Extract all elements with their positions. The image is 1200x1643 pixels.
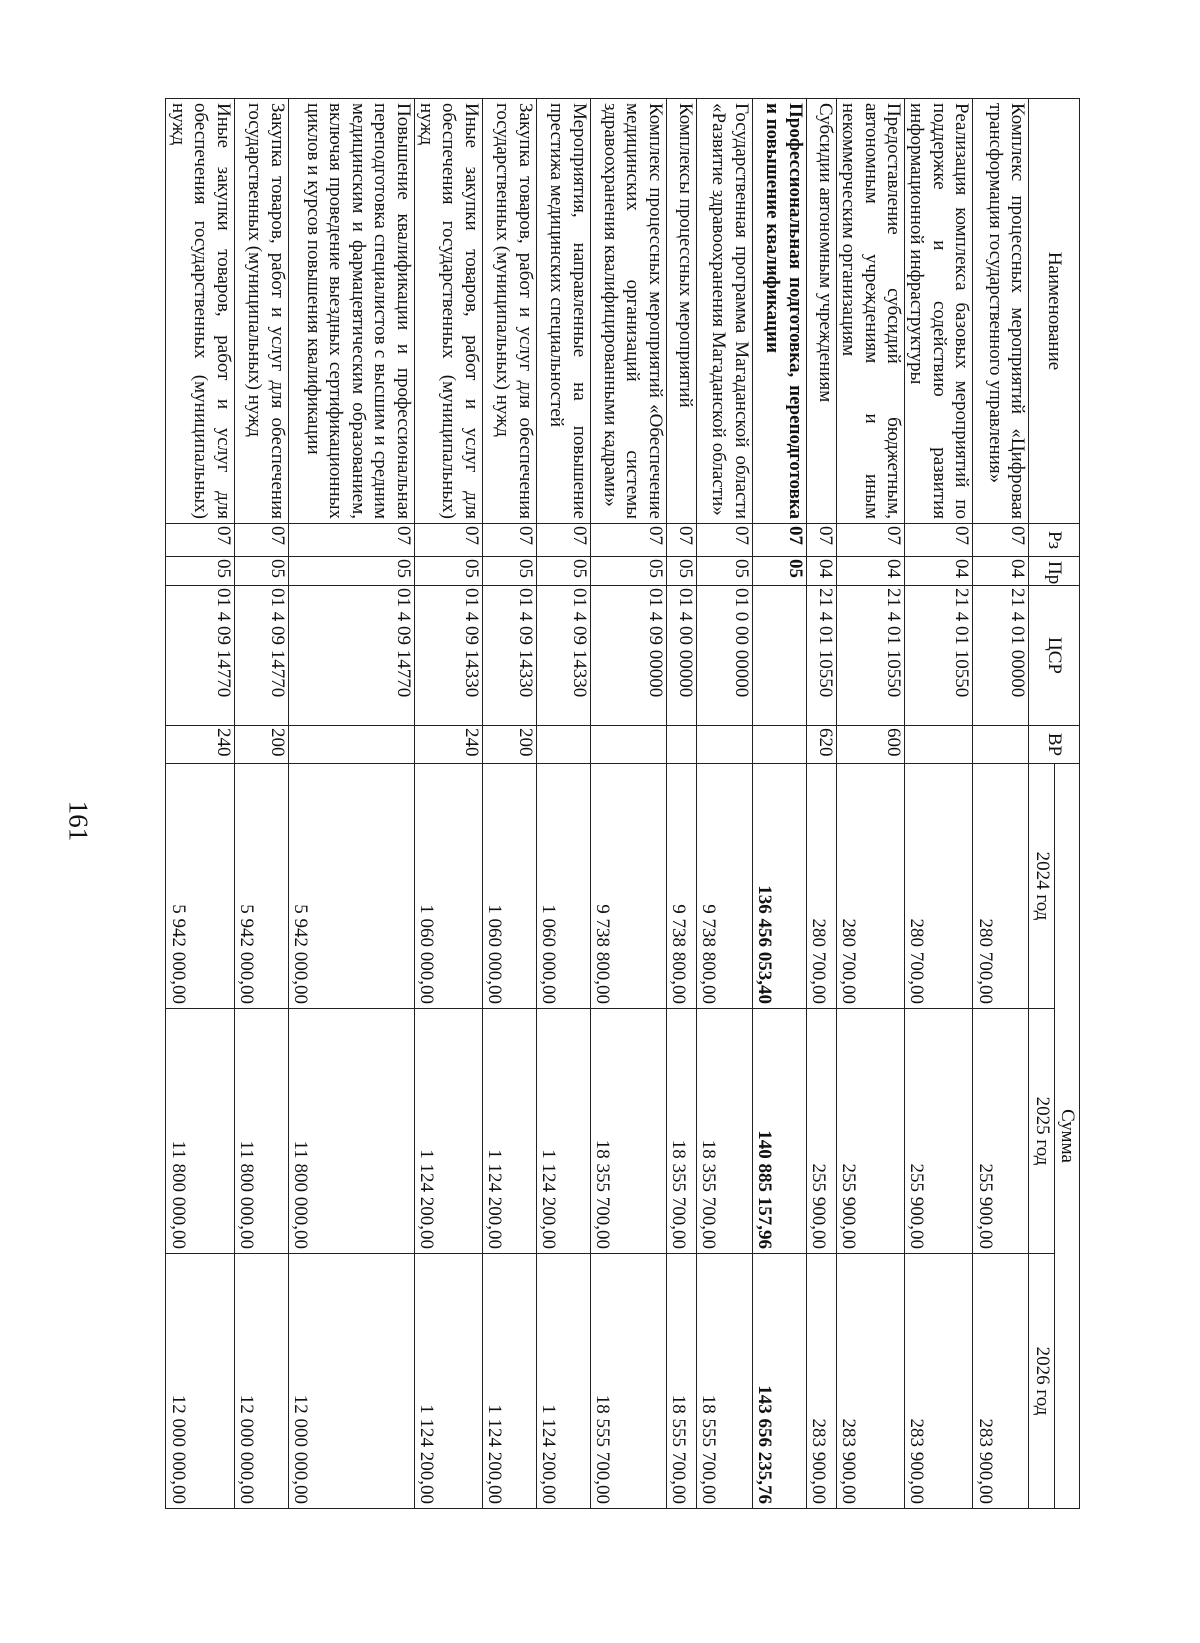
row-vr bbox=[536, 726, 590, 764]
header-2025: 2025 год bbox=[1029, 1009, 1054, 1254]
row-name: Реализация комплекса базовых мероприятий по поддержке и содействию развития информационной инфраструктуры bbox=[904, 99, 972, 524]
row-pr: 05 bbox=[234, 557, 288, 586]
row-name: Повышение квалификации и профессиональная переподготовка специалистов с высшим и средним медицинским и фармацевтическим образованием, включая проведение выездных сертификационных циклов и курсов повышения квалификации bbox=[288, 99, 414, 524]
row-csr: 01 4 09 14770 bbox=[288, 586, 414, 726]
row-rz: 07 bbox=[482, 524, 536, 557]
row-pr: 04 bbox=[904, 557, 972, 586]
header-2026: 2026 год bbox=[1029, 1254, 1054, 1509]
row-csr: 01 4 09 14330 bbox=[482, 586, 536, 726]
row-vr bbox=[666, 726, 696, 764]
row-pr: 05 bbox=[696, 557, 752, 586]
table-row bbox=[288, 99, 414, 1509]
row-vr bbox=[973, 726, 1029, 764]
row-pr: 05 bbox=[414, 557, 482, 586]
table-row bbox=[536, 99, 590, 1509]
row-2024: 9 738 800,00 bbox=[590, 764, 666, 1009]
row-vr bbox=[696, 726, 752, 764]
row-csr: 01 4 09 00000 bbox=[590, 586, 666, 726]
row-csr: 21 4 01 10550 bbox=[836, 586, 904, 726]
row-csr: 21 4 01 10550 bbox=[904, 586, 972, 726]
row-csr: 01 4 00 00000 bbox=[666, 586, 696, 726]
row-rz: 07 bbox=[836, 524, 904, 557]
row-2024: 1 060 000,00 bbox=[414, 764, 482, 1009]
row-2024: 280 700,00 bbox=[973, 764, 1029, 1009]
row-2025: 11 800 000,00 bbox=[166, 1009, 234, 1254]
row-2024: 5 942 000,00 bbox=[288, 764, 414, 1009]
row-pr: 05 bbox=[752, 557, 806, 586]
row-2024: 1 060 000,00 bbox=[536, 764, 590, 1009]
row-2026: 18 555 700,00 bbox=[590, 1254, 666, 1509]
row-rz: 07 bbox=[414, 524, 482, 557]
row-2024: 280 700,00 bbox=[836, 764, 904, 1009]
row-2026: 12 000 000,00 bbox=[166, 1254, 234, 1509]
row-rz: 07 bbox=[536, 524, 590, 557]
row-vr bbox=[590, 726, 666, 764]
table-row bbox=[666, 99, 696, 1509]
row-name: Закупка товаров, работ и услуг для обеспечения государственных (муниципальных) нужд bbox=[482, 99, 536, 524]
row-name: Мероприятия, направленные на повышение престижа медицинских специальностей bbox=[536, 99, 590, 524]
table-body bbox=[166, 99, 1029, 1509]
row-csr: 01 4 09 14770 bbox=[166, 586, 234, 726]
header-csr: ЦСР bbox=[1029, 586, 1080, 726]
header-2024: 2024 год bbox=[1029, 764, 1054, 1009]
row-2025: 1 124 200,00 bbox=[414, 1009, 482, 1254]
table-row bbox=[590, 99, 666, 1509]
row-pr: 05 bbox=[166, 557, 234, 586]
row-vr: 240 bbox=[414, 726, 482, 764]
row-2024: 1 060 000,00 bbox=[482, 764, 536, 1009]
row-csr: 01 4 09 14330 bbox=[536, 586, 590, 726]
table-row bbox=[973, 99, 1029, 1509]
row-2024: 5 942 000,00 bbox=[234, 764, 288, 1009]
row-pr: 05 bbox=[482, 557, 536, 586]
row-2025: 1 124 200,00 bbox=[536, 1009, 590, 1254]
row-2025: 255 900,00 bbox=[836, 1009, 904, 1254]
row-2024: 280 700,00 bbox=[806, 764, 836, 1009]
row-rz: 07 bbox=[590, 524, 666, 557]
row-name: Комплекс процессных мероприятий «Цифровая трансформация государственного управления» bbox=[973, 99, 1029, 524]
header-name: Наименование bbox=[1029, 99, 1080, 524]
table-row bbox=[482, 99, 536, 1509]
row-2026: 1 124 200,00 bbox=[414, 1254, 482, 1509]
row-2025: 18 355 700,00 bbox=[590, 1009, 666, 1254]
row-2025: 140 885 157,96 bbox=[752, 1009, 806, 1254]
row-pr: 05 bbox=[536, 557, 590, 586]
row-2025: 1 124 200,00 bbox=[482, 1009, 536, 1254]
row-2026: 283 900,00 bbox=[973, 1254, 1029, 1509]
row-vr bbox=[752, 726, 806, 764]
row-2026: 283 900,00 bbox=[904, 1254, 972, 1509]
table-row bbox=[836, 99, 904, 1509]
row-vr bbox=[904, 726, 972, 764]
row-vr: 200 bbox=[482, 726, 536, 764]
row-vr bbox=[288, 726, 414, 764]
row-pr: 04 bbox=[806, 557, 836, 586]
table-row bbox=[234, 99, 288, 1509]
header-rz: Рз bbox=[1029, 524, 1080, 557]
row-2024: 9 738 800,00 bbox=[666, 764, 696, 1009]
row-rz: 07 bbox=[973, 524, 1029, 557]
table-row bbox=[696, 99, 752, 1509]
header-pr: Пр bbox=[1029, 557, 1080, 586]
row-2025: 18 355 700,00 bbox=[696, 1009, 752, 1254]
row-name: Государственная программа Магаданской области «Развитие здравоохранения Магаданской области» bbox=[696, 99, 752, 524]
header-row bbox=[1054, 99, 1079, 1509]
row-2026: 283 900,00 bbox=[806, 1254, 836, 1509]
row-csr: 01 4 09 14770 bbox=[234, 586, 288, 726]
row-2025: 255 900,00 bbox=[806, 1009, 836, 1254]
row-name: Иные закупки товаров, работ и услуг для обеспечения государственных (муниципальных) нужд bbox=[166, 99, 234, 524]
row-name: Комплексы процессных мероприятий bbox=[666, 99, 696, 524]
row-csr: 01 0 00 00000 bbox=[696, 586, 752, 726]
row-vr: 200 bbox=[234, 726, 288, 764]
row-name: Иные закупки товаров, работ и услуг для обеспечения государственных (муниципальных) нужд bbox=[414, 99, 482, 524]
row-pr: 05 bbox=[666, 557, 696, 586]
budget-table bbox=[165, 98, 1080, 1509]
row-name: Субсидии автономным учреждениям bbox=[806, 99, 836, 524]
row-2026: 12 000 000,00 bbox=[288, 1254, 414, 1509]
row-2025: 255 900,00 bbox=[973, 1009, 1029, 1254]
row-pr: 05 bbox=[288, 557, 414, 586]
row-2026: 283 900,00 bbox=[836, 1254, 904, 1509]
header-sum: Сумма bbox=[1054, 764, 1079, 1509]
row-csr: 01 4 09 14330 bbox=[414, 586, 482, 726]
row-2024: 280 700,00 bbox=[904, 764, 972, 1009]
header-vr: ВР bbox=[1029, 726, 1080, 764]
row-2024: 136 456 053,40 bbox=[752, 764, 806, 1009]
row-2025: 11 800 000,00 bbox=[288, 1009, 414, 1254]
row-vr: 240 bbox=[166, 726, 234, 764]
row-name: Закупка товаров, работ и услуг для обеспечения государственных (муниципальных) нужд bbox=[234, 99, 288, 524]
row-rz: 07 bbox=[696, 524, 752, 557]
row-2024: 9 738 800,00 bbox=[696, 764, 752, 1009]
table-row bbox=[752, 99, 806, 1509]
row-vr: 620 bbox=[806, 726, 836, 764]
table-row bbox=[904, 99, 972, 1509]
row-rz: 07 bbox=[904, 524, 972, 557]
row-name: Комплекс процессных мероприятий «Обеспечение медицинских организаций системы здравоохранения квалифицированными кадрами» bbox=[590, 99, 666, 524]
table-row bbox=[166, 99, 234, 1509]
row-name: Профессиональная подготовка, переподготовка и повышение квалификации bbox=[752, 99, 806, 524]
row-vr: 600 bbox=[836, 726, 904, 764]
row-2026: 18 555 700,00 bbox=[666, 1254, 696, 1509]
row-name: Предоставление субсидий бюджетным, автономным учреждениям и иным некоммерческим организациям bbox=[836, 99, 904, 524]
rotated-page bbox=[167, 98, 1080, 1508]
row-rz: 07 bbox=[806, 524, 836, 557]
row-2025: 18 355 700,00 bbox=[666, 1009, 696, 1254]
row-2025: 255 900,00 bbox=[904, 1009, 972, 1254]
page-number: 161 bbox=[63, 800, 94, 842]
row-rz: 07 bbox=[752, 524, 806, 557]
row-pr: 04 bbox=[973, 557, 1029, 586]
row-csr: 21 4 01 10550 bbox=[806, 586, 836, 726]
row-2025: 11 800 000,00 bbox=[234, 1009, 288, 1254]
row-rz: 07 bbox=[166, 524, 234, 557]
table-row bbox=[414, 99, 482, 1509]
row-2026: 1 124 200,00 bbox=[536, 1254, 590, 1509]
row-2026: 1 124 200,00 bbox=[482, 1254, 536, 1509]
row-2026: 18 555 700,00 bbox=[696, 1254, 752, 1509]
row-pr: 04 bbox=[836, 557, 904, 586]
table-row bbox=[806, 99, 836, 1509]
row-rz: 07 bbox=[666, 524, 696, 557]
row-csr: 21 4 01 00000 bbox=[973, 586, 1029, 726]
row-2026: 143 656 235,76 bbox=[752, 1254, 806, 1509]
row-rz: 07 bbox=[234, 524, 288, 557]
row-rz: 07 bbox=[288, 524, 414, 557]
row-2026: 12 000 000,00 bbox=[234, 1254, 288, 1509]
row-2024: 5 942 000,00 bbox=[166, 764, 234, 1009]
row-csr bbox=[752, 586, 806, 726]
row-pr: 05 bbox=[590, 557, 666, 586]
